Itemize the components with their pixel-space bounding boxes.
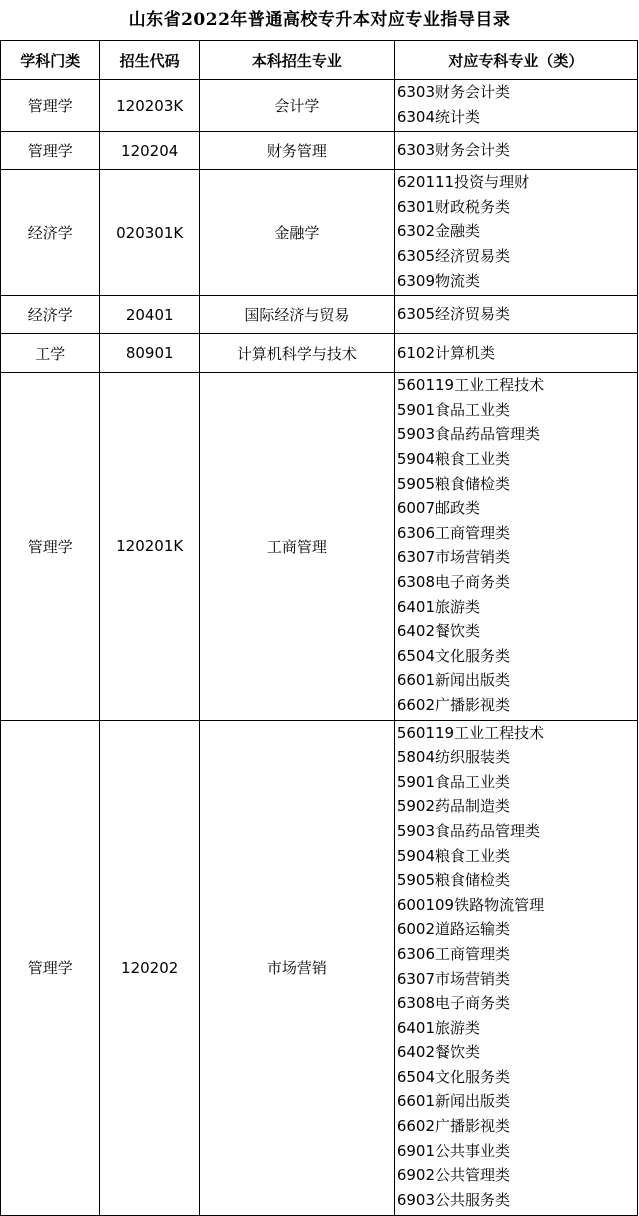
cell-major: 国际经济与贸易 (199, 296, 394, 334)
related-major-item: 6307市场营销类 (396, 969, 510, 988)
related-major-item: 6303财务会计类 (396, 141, 510, 160)
cell-code: 20401 (100, 296, 199, 334)
related-major-item: 5901食品工业类 (396, 400, 510, 419)
cell-category: 经济学 (1, 170, 100, 296)
header-category: 学科门类 (1, 41, 100, 80)
related-major-item: 6902公共管理类 (396, 1166, 510, 1185)
document-title: 山东省2022年普通高校专升本对应专业指导目录 (128, 10, 511, 30)
related-major-item: 6401旅游类 (396, 597, 480, 616)
related-major-item: 6302金融类 (396, 222, 480, 241)
header-major: 本科招生专业 (199, 41, 394, 80)
related-major-item: 6602广播影视类 (396, 1117, 510, 1136)
cell-code: 120204 (100, 132, 199, 170)
related-major-item: 5905粮食储检类 (396, 871, 510, 890)
related-major-item: 5903食品药品管理类 (396, 821, 540, 840)
cell-related-majors (394, 296, 637, 334)
cell-related-majors (394, 334, 637, 373)
cell-category: 管理学 (1, 373, 100, 720)
cell-category: 经济学 (1, 296, 100, 334)
cell-related-majors (394, 720, 637, 1215)
cell-code: 120202 (100, 720, 199, 1215)
related-major-item: 560119工业工程技术 (396, 723, 545, 742)
table-row (1, 373, 638, 720)
table-row (1, 720, 638, 1215)
related-major-item: 6602广播影视类 (396, 695, 510, 714)
table-body (1, 80, 638, 1216)
related-major-item: 6601新闻出版类 (396, 1092, 510, 1111)
related-major-item: 6306工商管理类 (396, 523, 510, 542)
header-related: 对应专科专业（类） (394, 41, 637, 80)
cell-major: 财务管理 (199, 132, 394, 170)
related-major-item: 6305经济贸易类 (396, 246, 510, 265)
cell-code: 120203K (100, 80, 199, 132)
related-major-item: 5804纺织服装类 (396, 748, 510, 767)
related-major-item: 560119工业工程技术 (396, 376, 545, 395)
cell-major: 计算机科学与技术 (199, 334, 394, 373)
related-major-item: 6305经济贸易类 (396, 305, 510, 324)
related-major-item: 600109铁路物流管理 (396, 895, 545, 914)
cell-major: 市场营销 (199, 720, 394, 1215)
related-major-item: 6903公共服务类 (396, 1190, 510, 1209)
related-major-item: 5903食品药品管理类 (396, 425, 540, 444)
cell-related-majors (394, 132, 637, 170)
related-major-item: 6301财政税务类 (396, 197, 510, 216)
related-major-item: 6304统计类 (396, 107, 480, 126)
related-major-item: 5904粮食工业类 (396, 449, 510, 468)
major-table (0, 40, 638, 1216)
cell-related-majors (394, 80, 637, 132)
related-major-item: 5904粮食工业类 (396, 846, 510, 865)
header-code: 招生代码 (100, 41, 199, 80)
cell-category: 管理学 (1, 132, 100, 170)
related-major-item: 6308电子商务类 (396, 572, 510, 591)
related-major-item: 6401旅游类 (396, 1018, 480, 1037)
table-row (1, 80, 638, 132)
cell-code: 120201K (100, 373, 199, 720)
related-major-item: 6308电子商务类 (396, 994, 510, 1013)
related-major-item: 6901公共事业类 (396, 1141, 510, 1160)
table-row (1, 296, 638, 334)
related-major-item: 620111投资与理财 (396, 173, 530, 192)
related-major-item: 6402餐饮类 (396, 1043, 480, 1062)
cell-major: 金融学 (199, 170, 394, 296)
cell-code: 80901 (100, 334, 199, 373)
related-major-item: 5905粮食储检类 (396, 474, 510, 493)
related-major-item: 6002道路运输类 (396, 920, 510, 939)
related-major-item: 6601新闻出版类 (396, 671, 510, 690)
related-major-item: 6306工商管理类 (396, 944, 510, 963)
table-header-row (1, 41, 638, 80)
cell-major: 工商管理 (199, 373, 394, 720)
related-major-item: 5902药品制造类 (396, 797, 510, 816)
related-major-item: 6309物流类 (396, 271, 480, 290)
cell-major: 会计学 (199, 80, 394, 132)
cell-category: 工学 (1, 334, 100, 373)
cell-category: 管理学 (1, 80, 100, 132)
related-major-item: 6007邮政类 (396, 499, 480, 518)
table-row (1, 132, 638, 170)
related-major-item: 6307市场营销类 (396, 548, 510, 567)
related-major-item: 6504文化服务类 (396, 646, 510, 665)
cell-category: 管理学 (1, 720, 100, 1215)
table-row (1, 170, 638, 296)
table-row (1, 334, 638, 373)
related-major-item: 5901食品工业类 (396, 772, 510, 791)
related-major-item: 6402餐饮类 (396, 622, 480, 641)
related-major-item: 6504文化服务类 (396, 1067, 510, 1086)
cell-code: 020301K (100, 170, 199, 296)
related-major-item: 6102计算机类 (396, 343, 495, 362)
cell-related-majors (394, 170, 637, 296)
cell-related-majors (394, 373, 637, 720)
related-major-item: 6303财务会计类 (396, 83, 510, 101)
